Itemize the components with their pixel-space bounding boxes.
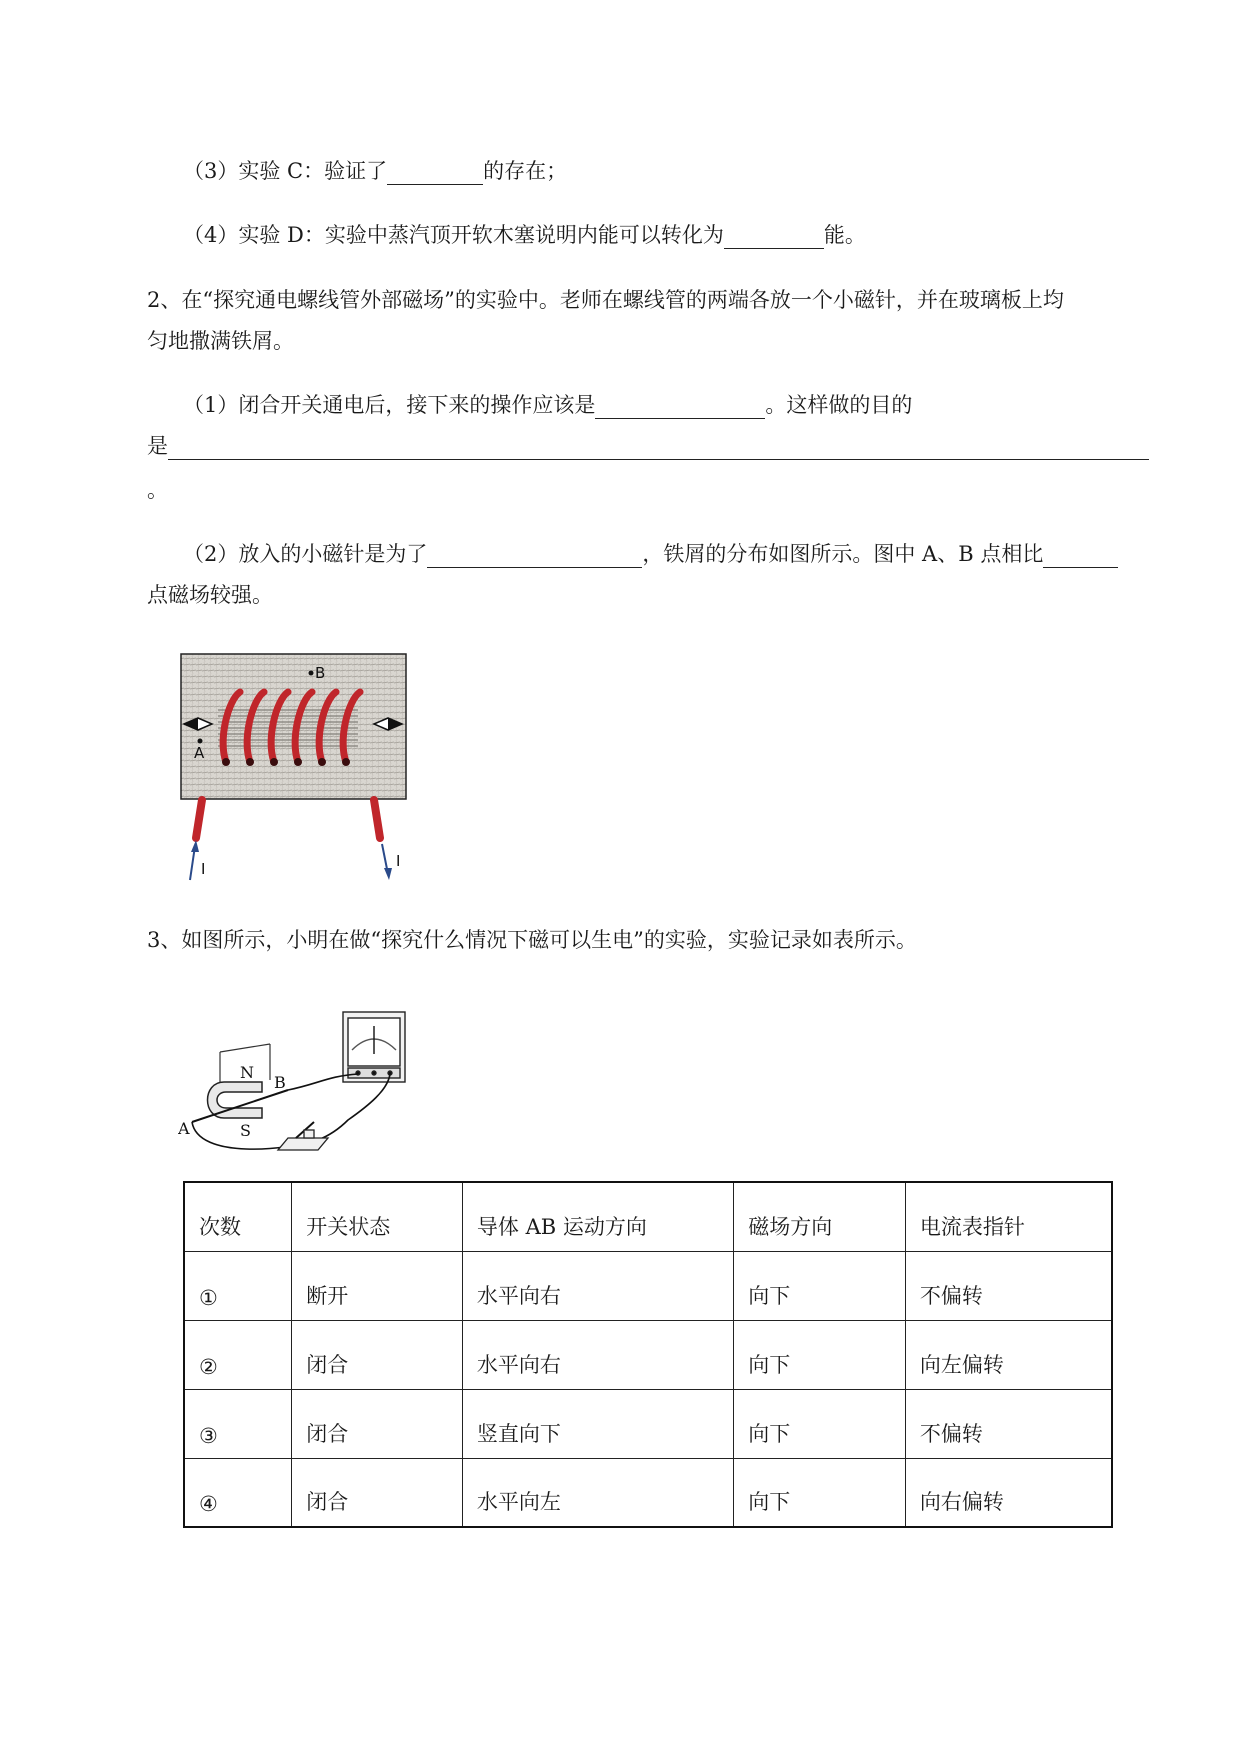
q2-part1-line2 xyxy=(147,432,1149,460)
label-b: B xyxy=(274,1073,286,1092)
table-cell: 向下 xyxy=(734,1458,906,1527)
table-cell: 向右偏转 xyxy=(905,1458,1112,1527)
table-cell: 向左偏转 xyxy=(905,1320,1112,1389)
experiment-table xyxy=(183,1181,1113,1528)
table-cell: 闭合 xyxy=(292,1458,463,1527)
q2-part1-prefix: （1）闭合开关通电后，接下来的操作应该是 xyxy=(183,393,596,417)
q3-stem: 3、如图所示，小明在做“探究什么情况下磁可以生电”的实验，实验记录如表所示。 xyxy=(147,928,917,952)
q2-part2-blank1[interactable] xyxy=(427,543,642,568)
switch xyxy=(278,1122,328,1150)
table-cell: 不偏转 xyxy=(905,1251,1112,1320)
table-cell: 向下 xyxy=(734,1251,906,1320)
q1-part4-suffix: 能。 xyxy=(823,223,866,247)
table-cell: 水平向右 xyxy=(462,1251,733,1320)
label-s: S xyxy=(240,1121,251,1140)
table-cell: 不偏转 xyxy=(905,1389,1112,1458)
table-row xyxy=(184,1458,1112,1527)
label-a: A xyxy=(194,744,205,762)
q1-part3 xyxy=(183,157,567,185)
induction-figure xyxy=(178,1010,418,1160)
q2-part2-line1 xyxy=(183,540,1118,568)
q2-part2-middle: ，铁屑的分布如图所示。图中 A、B 点相比 xyxy=(642,542,1044,566)
table-header-cell: 电流表指针 xyxy=(905,1182,1112,1251)
table-header-cell: 开关状态 xyxy=(292,1182,463,1251)
q2-part2-blank2[interactable] xyxy=(1043,543,1118,568)
q1-part4-blank[interactable] xyxy=(724,224,824,249)
lead-left xyxy=(196,800,202,838)
table-row xyxy=(184,1320,1112,1389)
galvanometer xyxy=(343,1012,405,1082)
q1-part3-blank[interactable] xyxy=(387,160,483,185)
q2-part1-line3: 。 xyxy=(147,478,168,502)
table-cell: 闭合 xyxy=(292,1320,463,1389)
table-header-cell: 磁场方向 xyxy=(734,1182,906,1251)
q2-part1-line1 xyxy=(183,391,912,419)
q1-part3-prefix: （3）实验 C：验证了 xyxy=(183,159,388,183)
u-magnet xyxy=(208,1082,263,1118)
table-header-row xyxy=(184,1182,1112,1251)
q2-part1-suffix: 。这样做的目的 xyxy=(765,393,913,417)
table-cell: ① xyxy=(184,1251,292,1320)
label-b: B xyxy=(315,664,326,682)
label-i-left: I xyxy=(201,860,206,878)
lead-right xyxy=(374,800,380,838)
q2-stem-line1: 2、在“探究通电螺线管外部磁场”的实验中。老师在螺线管的两端各放一个小磁针，并在玻璃板上均 xyxy=(147,288,1064,312)
table-row xyxy=(184,1251,1112,1320)
label-a: A xyxy=(178,1119,190,1138)
q2-part2-prefix: （2）放入的小磁针是为了 xyxy=(183,542,428,566)
q2-stem-line2: 匀地撒满铁屑。 xyxy=(147,329,294,353)
table-cell: 闭合 xyxy=(292,1389,463,1458)
q1-part4 xyxy=(183,221,866,249)
q2-part1-line2-prefix: 是 xyxy=(147,434,168,458)
table-cell: 向下 xyxy=(734,1320,906,1389)
q1-part4-prefix: （4）实验 D：实验中蒸汽顶开软木塞说明内能可以转化为 xyxy=(183,223,724,247)
q2-part1-blank1[interactable] xyxy=(595,394,765,419)
table-cell: ② xyxy=(184,1320,292,1389)
q1-part3-suffix: 的存在； xyxy=(483,159,568,183)
table-cell: 竖直向下 xyxy=(462,1389,733,1458)
current-arrow-right xyxy=(382,844,392,880)
table-header-cell: 次数 xyxy=(184,1182,292,1251)
current-arrow-left xyxy=(190,840,199,880)
point-a-dot xyxy=(198,739,203,744)
table-cell: ④ xyxy=(184,1458,292,1527)
q2-part2-line2: 点磁场较强。 xyxy=(147,583,273,607)
table-cell: ③ xyxy=(184,1389,292,1458)
point-b-dot xyxy=(309,671,314,676)
label-n: N xyxy=(240,1063,254,1082)
table-cell: 水平向左 xyxy=(462,1458,733,1527)
label-i-right: I xyxy=(396,852,401,870)
table-row xyxy=(184,1389,1112,1458)
table-header-cell: 导体 AB 运动方向 xyxy=(462,1182,733,1251)
table-cell: 向下 xyxy=(734,1389,906,1458)
q2-part1-blank2[interactable] xyxy=(168,435,1149,460)
solenoid-figure xyxy=(178,650,418,882)
table-cell: 断开 xyxy=(292,1251,463,1320)
table-cell: 水平向右 xyxy=(462,1320,733,1389)
